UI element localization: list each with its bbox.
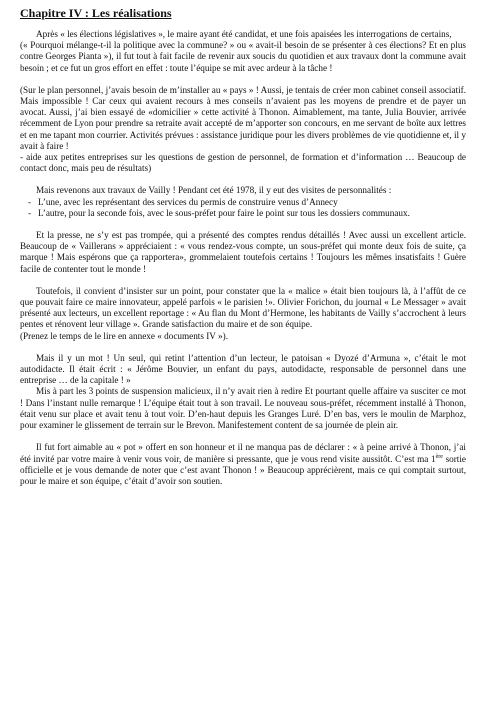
paragraph-8: Mis à part les 3 points de suspension malicieux, il n’y avait rien à redire Et pourtant quelle affaire va susciter ce mot ! Dans l’instant nulle remarque ! L’équipe était tout à son travail. Le nouveau sous-préfet, récemment installé à Thonon, était venu sur place et avait tenu à tout voir. D’en-haut depuis les Granges Luré. D’en bas, vers le moulin de Marphoz, pour examiner le glissement de terrain sur le Brevon. Manifestement content de sa journée de plein air. <box>20 386 466 431</box>
paragraph-1: Après « les élections législatives », le maire ayant été candidat, et une fois apaisées les interrogations de certains, <box>36 29 452 39</box>
list-item: - L’une, avec les représentant des services du permis de construire venus d’Annecy <box>38 197 466 208</box>
paragraph-3: (Sur le plan personnel, j’avais besoin de m’installer au « pays » ! Aussi, je tentais de créer mon cabinet conseil associatif. Mais impossible ! Car ceux qui avaient recours à mes conseils n’avaient pas les moyens de prendre et de payer un avocat. Aussi, j’ai bien essayé de «domicilier » cette activité à Thonon. Aimablement, ma tante, Julia Bouvier, arrivée récemment de Lyon pour prendre sa retraite avait accepté de m’apporter son concours, en me servant de boîte aux lettres et en me tapant mon courrier. Activités prévues : assistance juridique pour les divers problèmes de vie quotidienne et, il y avait à faire ! <box>20 84 466 151</box>
paragraph-9 <box>20 442 466 487</box>
paragraph-6: Toutefois, il convient d’insister sur un point, pour constater que la « malice » était bien toujours là, à l’affût de ce que pouvait faire ce maire innovateur, appelé parfois « le parisien !». Olivier Forichon, du journal « Le Messager » avait présenté aux lecteurs, un excellent reportage : « Au flan du Mont d’Hermone, les habitants de Vailly s’accrochent à leurs pentes et rénovent leur village ». Grande satisfaction du maire et de son équipe. <box>20 285 466 330</box>
paragraph-4: Mais revenons aux travaux de Vailly ! Pendant cet été 1978, il y eut des visites de personnalités : <box>36 185 392 196</box>
paragraph-2: (« Pourquoi mélange-t-il la politique avec la commune? » ou « avait-il besoin de se présenter à ces élections? Et en plus contre Georges Pianta »), il fut tout à fait facile de revenir aux soucis du quotidien et aux travaux dont la commune avait besoin ; et ce fut un gros effort en effet : toute l’équipe se mit avec ardeur à la tâche ! <box>20 40 466 73</box>
ordinal-superscript: ère <box>435 453 443 460</box>
paragraph-5: Et la presse, ne s’y est pas trompée, qui a présenté des comptes rendus détaillés ! Avec aussi un excellent article. Beaucoup de « Vaillerans » appréciaient : « vous rendez-vous compte, un sous-préfet qui monte deux fois de suite, ça marque ! Mais espérons que ça rapportera», grommelaient toutefois certains ! Toujours les mêmes insatisfaits ! Guère facile de contenter tout le monde ! <box>20 230 466 274</box>
chapter-title: Chapitre IV : Les réalisations <box>20 6 172 20</box>
paragraph-9-part-b: sortie officielle et je vous demande de noter que c’est avant Thonon ! » Beaucoup apprécièrent, mais ce qui comptait surtout, pour le maire et son équipe, c’était d’avoir son soutien. <box>20 453 466 486</box>
list-item: - L’autre, pour la seconde fois, avec le sous-préfet pour faire le point sur tous les dossiers communaux. <box>38 208 466 219</box>
paragraph-9-part-a: Il fut fort aimable au « pot » offert en son honneur et il ne manqua pas de déclarer : « à peine arrivé à Thonon, j’ai été invité par votre maire à venir vous voir, de manière si pressante, que je vous rend visite aussitôt. C’est ma 1 <box>20 442 466 464</box>
paragraph-3b: - aide aux petites entreprises sur les questions de gestion de personnel, de formation et d’information … Beaucoup de contact donc, mais peu de résultats) <box>20 152 466 174</box>
paragraph-7: Mais il y un mot ! Un seul, qui retint l’attention d’un lecteur, le patoisan « Dyozé d’Armuna », c’était le mot autodidacte. Il était écrit : « Jérôme Bouvier, un enfant du pays, autodidacte, responsable de personnel dans une entreprise … de la capitale ! » <box>20 352 466 386</box>
visits-list <box>20 197 466 219</box>
paragraph-6b: (Prenez le temps de le lire en annexe « documents IV »). <box>20 330 229 341</box>
